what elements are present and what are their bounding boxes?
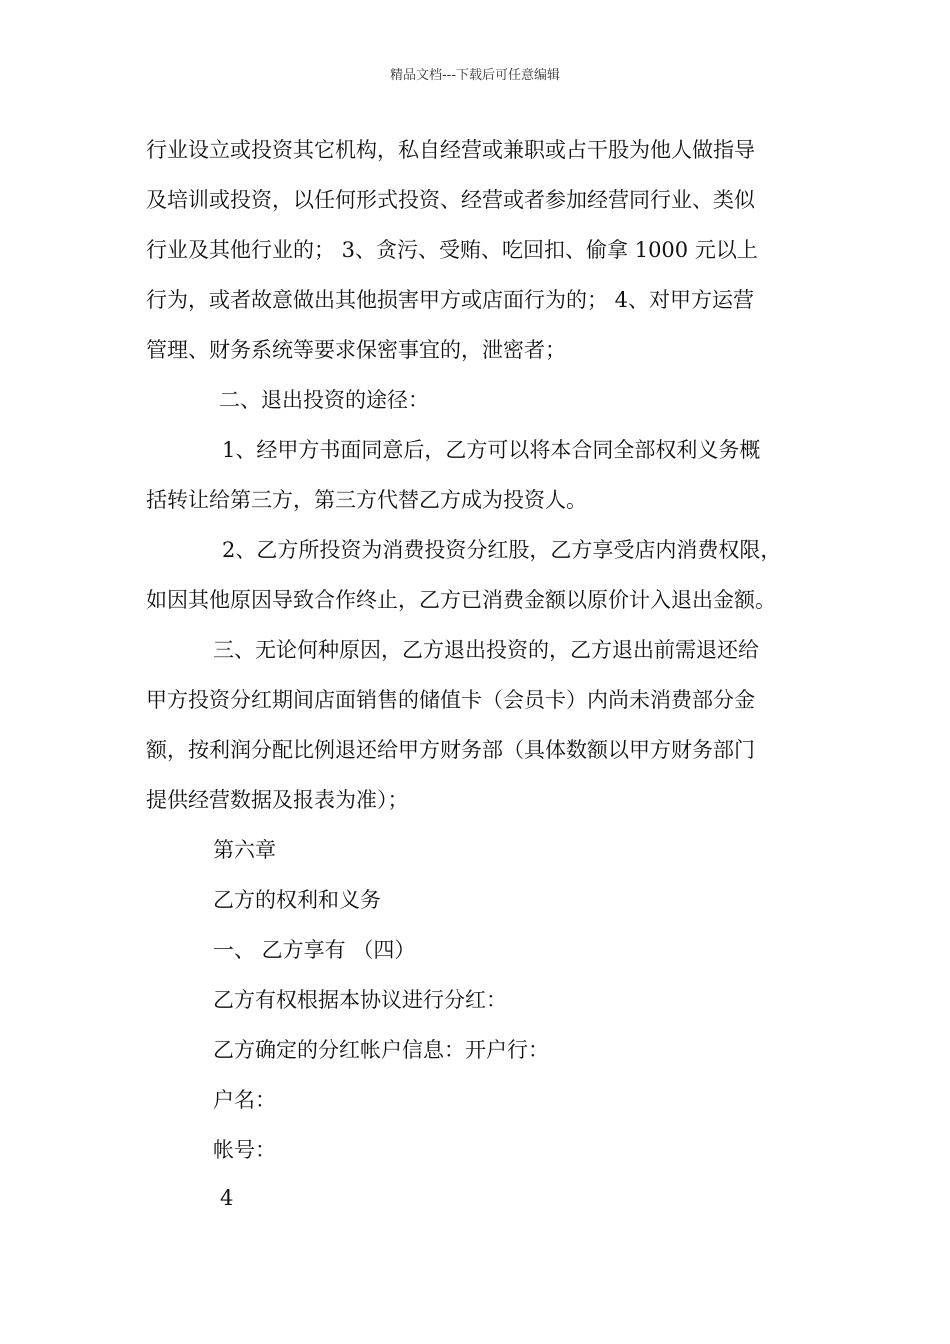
body-text-line: 如因其他原因导致合作终止，乙方已消费金额以原价计入退出金额。	[146, 588, 776, 612]
account-name-label: 户名：	[213, 1088, 276, 1112]
body-text-line: 管理、财务系统等要求保密事宜的，泄密者；	[146, 338, 566, 362]
body-text-line: 甲方投资分红期间店面销售的储值卡（会员卡）内尚未消费部分金	[146, 688, 755, 712]
section-heading: 二、退出投资的途径：	[219, 388, 429, 412]
body-text-line: 一、 乙方享有 （四）	[213, 938, 416, 962]
page-number: 4	[220, 1186, 234, 1210]
body-text-line: 及培训或投资，以任何形式投资、经营或者参加经营同行业、类似	[146, 188, 755, 212]
chapter-title: 乙方的权利和义务	[213, 888, 381, 912]
body-text-line: 行业及其他行业的； 3、贪污、受贿、吃回扣、偷拿 1000 元以上	[146, 238, 758, 262]
body-text-line: 括转让给第三方，第三方代替乙方成为投资人。	[146, 488, 587, 512]
body-text-line: 1、经甲方书面同意后，乙方可以将本合同全部权利义务概	[222, 438, 761, 462]
page-header: 精品文档---下载后可任意编辑	[389, 68, 561, 83]
body-text-line: 额，按利润分配比例退还给甲方财务部（具体数额以甲方财务部门	[146, 738, 755, 762]
account-number-label: 帐号：	[213, 1138, 276, 1162]
body-text-line: 提供经营数据及报表为准）；	[146, 788, 409, 812]
body-text-line: 乙方有权根据本协议进行分红：	[213, 988, 507, 1012]
body-text-line: 2、乙方所投资为消费投资分红股，乙方享受店内消费权限，	[222, 538, 782, 562]
body-text-line: 行为，或者故意做出其他损害甲方或店面行为的； 4、对甲方运营	[146, 288, 755, 312]
chapter-heading: 第六章	[213, 838, 276, 862]
body-text-line: 乙方确定的分红帐户信息：开户行：	[213, 1038, 549, 1062]
body-text-line: 三、无论何种原因，乙方退出投资的，乙方退出前需退还给	[213, 638, 759, 662]
body-text-line: 行业设立或投资其它机构，私自经营或兼职或占干股为他人做指导	[146, 138, 755, 162]
